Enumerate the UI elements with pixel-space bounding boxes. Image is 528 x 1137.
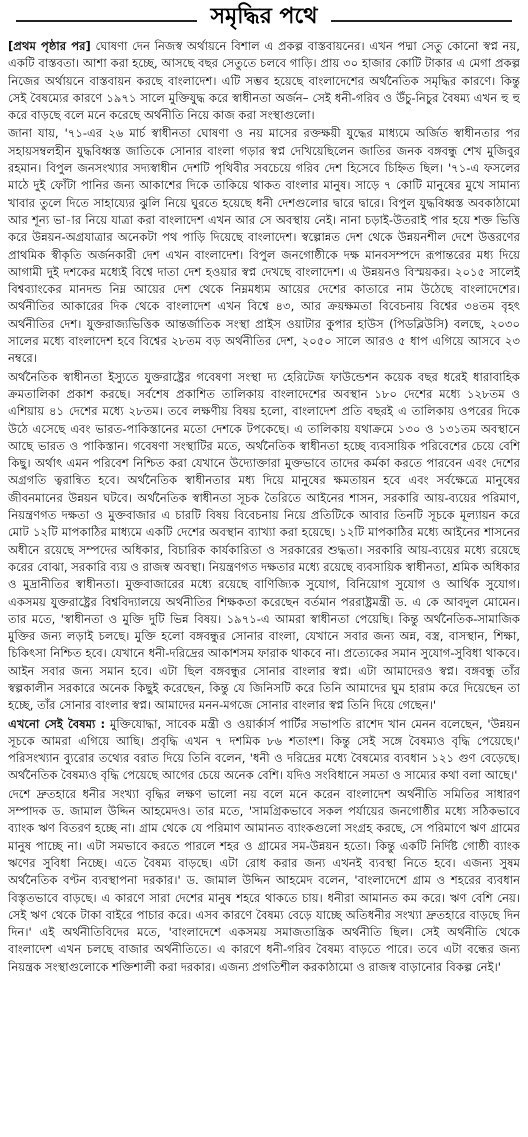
subheading: এখনো সেই বৈষম্য : xyxy=(8,716,106,731)
paragraph-text: মুক্তিযোদ্ধা, সাবেক মন্ত্রী ও ওয়ার্কার্স পার্টির সভাপতি রাশেদ খান মেনন বলেছেন, 'উন্নয়ন সূচকে আমরা এগিয়ে আছি। প্রবৃদ্ধি এখন ৭ দশমিক ৮৬ শতাংশ। কিন্তু সেই সঙ্গে বৈষম্যও বৃদ্ধি পেয়েছে।' পরিসংখ্যান ব্যুরোর তথ্যের বরাত দিয়ে তিনি বলেন, 'ধনী ও দরিদ্রের মধ্যে বৈষম্যের ব্যবধান ১২১ গুণ বেড়েছে। অর্থনৈতিক বৈষম্যও বৃদ্ধি পেয়েছে আগের চেয়ে অনেক বেশি। যদিও সংবিধানে সমতা ও সাম্যের কথা বলা আছে।' xyxy=(8,716,520,783)
continuation-marker: [প্রথম পৃষ্ঠার পর] xyxy=(8,39,91,53)
paragraph-5 xyxy=(8,786,520,976)
article-body xyxy=(8,38,520,1129)
headline: সমৃদ্ধির পথে xyxy=(197,2,332,32)
paragraph-text: অর্থনৈতিক স্বাধীনতা ইস্যুতে যুক্তরাষ্ট্রের গবেষণা সংস্থা দ্য হেরিটেজ ফাউন্ডেশন কয়েক বছর ধরেই ধারাবাহিক ক্রমতালিকা প্রকাশ করছে। সর্বশেষ প্রকাশিত তালিকায় বাংলাদেশের অবস্থান ১৮০ দেশের মধ্যে ১২৮তম ও এশিয়ায় ৪১ দেশের মধ্যে ২৮তম। তবে লক্ষণীয় বিষয় হলো, বাংলাদেশ প্রতি বছরই এ তালিকায় ওপরের দিকে উঠে এসেছে এবং ভারত-পাকিস্তানের মতো দেশকে টপকেছে। এ তালিকায় যথাক্রমে ১৩০ ও ১৩১তম অবস্থানে আছে ভারত ও পাকিস্তান। গবেষণা সংস্থাটির মতে, অর্থনৈতিক স্বাধীনতা হচ্ছে ব্যবসায়িক পরিবেশের চেয়ে বেশি কিছু। অর্থাৎ এমন পরিবেশ নিশ্চিত করা যেখানে উদ্যোক্তারা মুক্তভাবে তাদের কর্মকা করতে পারবেন এবং দেশের অগ্রগতি ত্বরান্বিত হবে। অর্থনৈতিক স্বাধীনতার মধ্য দিয়ে মানুষের ক্ষমতায়ন হবে এবং সর্বক্ষেত্রে মানুষের জীবনমানের উন্নয়ন ঘটবে। অর্থনৈতিক স্বাধীনতা সূচক তৈরিতে আইনের শাসন, সরকারি আয়-ব্যয়ের পরিমাণ, নিয়ন্ত্রণগত দক্ষতা ও মুক্তবাজার এ চারটি বিষয় বিবেচনায় নিয়ে প্রতিটিকে আবার তিনটি সূচকে মূল্যায়ন করে মোট ১২টি মাপকাঠির মাধ্যমে একটি দেশের অবস্থান ব্যাখ্যা করা হয়েছে। ১২টি মাপকাঠির মধ্যে আইনের শাসনের অধীনে রয়েছে সম্পদের অধিকার, বিচারিক কার্যকারিতা ও সরকারের শুদ্ধতা। সরকারি আয়-ব্যয়ের মধ্যে রয়েছে করের বোঝা, সরকারি ব্যয় ও রাজস্ব অবস্থা। নিয়ন্ত্রণগত দক্ষতার মধ্যে রয়েছে ব্যবসায়িক স্বাধীনতা, শ্রমিক অধিকার ও মুদ্রানীতির স্বাধীনতা। মুক্তবাজারের মধ্যে রয়েছে বাণিজ্যিক সুযোগ, বিনিয়োগ সুযোগ ও আর্থিক সুযোগ। একসময় যুক্তরাষ্ট্রের বিশ্ববিদ্যালয়ে অর্থনীতির শিক্ষকতা করেছেন বর্তমান পররাষ্ট্রমন্ত্রী ড. এ কে আবদুল মোমেন। তার মতে, 'স্বাধীনতা ও মুক্তি দুটি ভিন্ন বিষয়। ১৯৭১-এ আমরা স্বাধীনতা পেয়েছি। কিন্তু অর্থনৈতিক-সামাজিক মুক্তির জন্য লড়াই চলছে। মুক্তি হলো বঙ্গবন্ধুর সোনার বাংলা, যেখানে সবার জন্য অন্ন, বস্ত্র, বাসস্থান, শিক্ষা, চিকিৎসা নিশ্চিত হবে। যেখানে ধনী-দরিদ্রের আকাশসম ফারাক থাকবে না। প্রত্যেকের সমান সুযোগ-সুবিধা থাকবে। আইন সবার জন্য সমান হবে। এটা ছিল বঙ্গবন্ধুর সোনার বাংলার স্বপ্ন। এটা আমাদেরও স্বপ্ন। বঙ্গবন্ধু তাঁর স্বল্পকালীন সরকারে অনেক কিছুই করেছেন, কিন্তু যে জিনিসটি করে তিনি আমাদের ঘুম হারাম করে দিয়েছেন তা হচ্ছে, তাঁর সোনার বাংলার স্বপ্ন। আমাদের মনন-মগজে সোনার বাংলার স্বপ্ন তিনি দিয়ে গেছেন।' xyxy=(8,369,520,713)
paragraph-4 xyxy=(8,716,520,785)
paragraph-3 xyxy=(8,369,520,715)
paragraph-text: ঘোষণা দেন নিজস্ব অর্থায়নে বিশাল এ প্রকল্প বাস্তবায়নের। এখন পদ্মা সেতু কোনো স্বপ্ন নয়, একটি বাস্তবতা। আশা করা হচ্ছে, আসছে বছর সেতুতে চলবে গাড়ি। প্রায় ৩০ হাজার কোটি টাকার এ মেগা প্রকল্প নিজের অর্থায়নে বাস্তবায়ন করছে বাংলাদেশ। এটি সম্ভব হয়েছে বাংলাদেশের অর্থনৈতিক সমৃদ্ধির কারণে। কিন্তু সেই বৈষম্যের কারণে ১৯৭১ সালে মুক্তিযুদ্ধ করে স্বাধীনতা অর্জন– সেই ধনী-গরিব ও উঁচু-নিচুর বৈষম্য এখন হু হু করে বাড়ছে বলে মনে করেছে অর্থনীতি নিয়ে কাজ করা সংস্থাগুলো। xyxy=(8,39,520,123)
paragraph-2 xyxy=(8,125,520,367)
paragraph-text: জানা যায়, '৭১-এর ২৬ মার্চ স্বাধীনতা ঘোষণা ও নয় মাসের রক্তক্ষয়ী যুদ্ধের মাধ্যমে অর্জিত স্বাধীনতার পর সহায়সম্বলহীন যুদ্ধবিধ্বস্ত জাতিকে সোনার বাংলা গড়ার স্বপ্ন দেখিয়েছিলেন জাতির জনক বঙ্গবন্ধু শেখ মুজিবুর রহমান। বিপুল জনসংখ্যার সদ্যস্বাধীন দেশটি পৃথিবীর সবচেয়ে গরিব দেশ হিসেবে চিহ্নিত ছিল। '৭১-এ ফসলের মাঠে দুই ফোঁটা পানির জন্য আকাশের দিকে তাকিয়ে থাকত বাংলার মানুষ। সাড়ে ৭ কোটি মানুষের মুখে সামান্য খাবার তুলে দিতে সাহায্যের ঝুলি নিয়ে ঘুরতে হয়েছে ধনী দেশগুলোর দ্বারে দ্বারে। বিপুল যুদ্ধবিধ্বস্ত অবকাঠামো আর শূন্য ভা-ার নিয়ে যাত্রা করা বাংলাদেশ এখন আর সে অবস্থায় নেই। নানা চড়াই-উতরাই পার হয়ে শক্ত ভিত্তি করে উন্নয়ন-অগ্রযাত্রার অনেকটা পথ পাড়ি দিয়েছে বাংলাদেশ। স্বল্পোন্নত দেশ থেকে উন্নয়নশীল দেশে উত্তরণের প্রাথমিক স্বীকৃতি অর্জনকারী দেশ এখন বাংলাদেশ। বিপুল জনগোষ্ঠীকে দক্ষ মানবসম্পদে রূপান্তরের মধ্য দিয়ে আগামী দুই দশকের মধ্যেই বিশ্বে দাতা দেশ হওয়ার স্বপ্ন দেখছে বাংলাদেশ। এ উন্নয়নও বিস্ময়কর। ২০১৫ সালেই বিশ্বব্যাংকের মানদন্ড নিম্ন আয়ের দেশ থেকে নিম্নমধ্যম আয়ের দেশের কাতারে নাম উঠেছে বাংলাদেশের। অর্থনীতির আকারের দিক থেকে বাংলাদেশ এখন বিশ্বে ৪৩, আর ক্রয়ক্ষমতা বিবেচনায় বিশ্বের ৩৪তম বৃহৎ অর্থনীতির দেশ। যুক্তরাজ্যভিত্তিক আন্তর্জাতিক সংস্থা প্রাইস ওয়াটার কুপার হাউস (পিডব্লিউসি) বলছে, ২০৩০ সালের মধ্যে বাংলাদেশ হবে বিশ্বের ২৮তম বড় অর্থনীতির দেশ, ২০৫০ সালে আরও ৫ ধাপ এগিয়ে আসবে ২৩ নম্বরে। xyxy=(8,126,520,366)
paragraph-1 xyxy=(8,38,520,124)
paragraph-text: দেশে দ্রুতহারে ধনীর সংখ্যা বৃদ্ধির লক্ষণ ভালো নয় বলে মনে করেন বাংলাদেশ অর্থনীতি সমিতির সাধারণ সম্পাদক ড. জামাল উদ্দিন আহমেদও। তার মতে, 'সামগ্রিকভাবে সকল পর্যায়ের জনগোষ্ঠীর মধ্যে সঠিকভাবে ব্যাংক ঋণ বিতরণ হচ্ছে না। গ্রাম থেকে যে পরিমাণ আমানত ব্যাংকগুলো সংগ্রহ করছে, সে পরিমাণে ঋণ গ্রামের মানুষ পাচ্ছে না। এটা সমভাবে করতে পারলে শহর ও গ্রামের সম-উন্নয়ন হতো। কিন্তু একটি নির্দিষ্ট গোষ্ঠী ব্যাংক ঋণের সুবিধা নিচ্ছে। এতে বৈষম্য বাড়ছে। এটা রোধ করার জন্য এখনই ব্যবস্থা নিতে হবে। এজন্য সুষম অর্থনৈতিক বণ্টন ব্যবস্থাপনা দরকার।' ড. জামাল উদ্দিন আহমেদ বলেন, 'বাংলাদেশে গ্রাম ও শহরের ব্যবধান বিস্তৃতভাবে বাড়ছে। এ কারণে সারা দেশের মানুষ শহরে থাকতে চায়। ধনীরা আমানত কম করে। ঋণ বেশি নেয়। সেই ঋণ থেকে টাকা বাইরে পাচার করে। এসব কারণে বৈষম্য বেড়ে যাচ্ছে অতিধনীর সংখ্যা দ্রুতহারে বাড়ছে দিন দিন।' এই অর্থনীতিবিদের মতে, 'বাংলাদেশে একসময় সমাজতান্ত্রিক অর্থনীতি ছিল। সেই অর্থনীতি থেকে বাংলাদেশ এখন চলছে বাজার অর্থনীতিতে। এ কারণে ধনী-গরিব বৈষম্য বাড়তে পারে। তবে এটা বন্ধের জন্য নিয়ন্ত্রক সংস্থাগুলোকে শক্তিশালী করা দরকার। এজন্য প্রগতিশীল করকাঠামো ও রাজস্ব বাড়ানোর বিকল্প নেই।' xyxy=(8,786,520,974)
headline-banner xyxy=(8,0,520,34)
